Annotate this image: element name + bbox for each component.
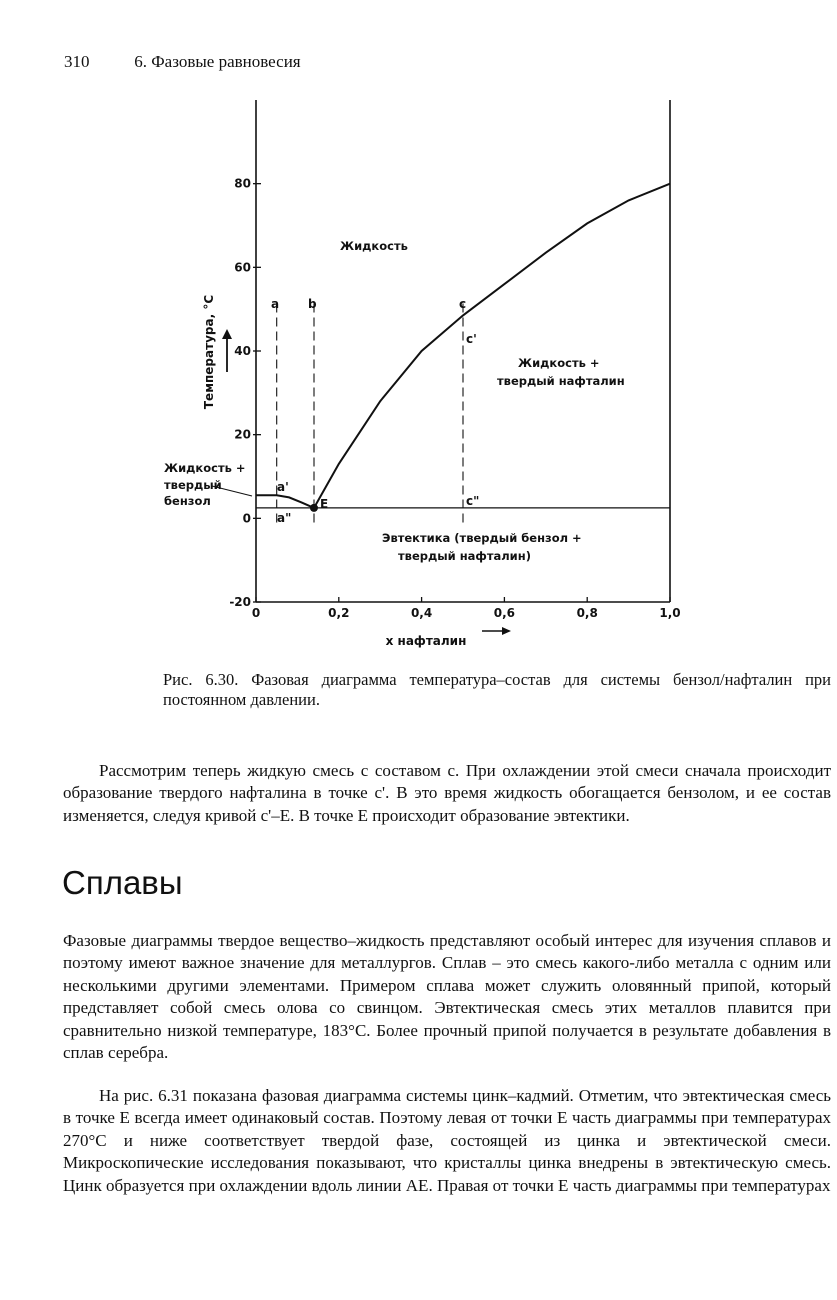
region-liquid-naphthalene-label-1: Жидкость +	[518, 356, 600, 370]
x-tick-label: 1,0	[659, 606, 681, 620]
chapter-title: 6. Фазовые равновесия	[134, 52, 301, 71]
region-eutectic-label-2: твердый нафталин)	[398, 549, 531, 563]
point-b-label: b	[308, 297, 317, 311]
point-e-label: E	[320, 497, 329, 511]
y-tick-label: 0	[242, 511, 251, 526]
x-axis-title: x нафталин	[385, 634, 467, 648]
x-axis-arrow-head	[502, 627, 511, 635]
region-liquid-label: Жидкость	[340, 239, 408, 253]
y-tick-label: 40	[234, 344, 251, 358]
figure-caption: Рис. 6.30. Фазовая диаграмма температура–состав для системы бензол/нафталин при постоянном давлении.	[163, 670, 831, 709]
section-title-alloys: Сплавы	[62, 864, 183, 901]
y-tick-label: 20	[234, 427, 251, 442]
y-axis-arrow-head	[222, 329, 232, 339]
x-tick-label: 0,4	[410, 606, 433, 620]
region-eutectic-label-1: Эвтектика (твердый бензол +	[382, 531, 582, 545]
y-tick-label: 60	[234, 260, 251, 275]
paragraph-alloys-intro: Фазовые диаграммы твердое вещество–жидкость представляют особый интерес для изучения сплавов и поэтому имеют важное значение для металлургов. Сплав – это смесь какого-либо металла с одним или несколькими другими элементами. Примером сплава может служить оловянный припой, который представляет собой смесь олова со свинцом. Эвтектическая смесь этих металлов плавится при сравнительно низкой температуре, 183°С. Более прочный припой получается в результате добавления в сплав серебра.	[63, 931, 831, 1063]
point-a-label: a	[271, 297, 280, 311]
x-tick-label: 0,6	[493, 606, 516, 620]
region-liquid-naphthalene-label-2: твердый нафталин	[497, 374, 625, 388]
point-c-prime-label: c'	[466, 332, 477, 346]
series-line-ликвидус-бензола	[256, 495, 314, 508]
region-liquid-benzene-label-2: твердый	[164, 478, 222, 492]
series-line-ликвидус-нафталина	[314, 184, 670, 508]
page-number: 310	[64, 52, 90, 71]
y-tick-label: -20	[229, 595, 251, 609]
x-tick-label: 0	[251, 606, 261, 620]
point-c-double-prime-label: c"	[466, 494, 480, 508]
region-liquid-benzene-label-3: бензол	[164, 494, 211, 508]
paragraph-zinc-cadmium: На рис. 6.31 показана фазовая диаграмма системы цинк–кадмий. Отметим, что эвтектическая смесь в точке E всегда имеет одинаковый состав. Поэтому левая от точки E часть диаграммы при температурах 270°С и ниже соответствует твердой фазе, состоящей из цинка и эвтектической смеси. Микроскопические исследования показывают, что кристаллы цинка внедрены в эвтектическую смесь. Цинк образуется при охлаждении вдоль линии AE. Правая от точки E часть диаграммы при температурах	[63, 1086, 831, 1195]
y-axis-title: Температура, °С	[202, 294, 216, 410]
y-tick-label: 80	[234, 176, 251, 191]
point-a-double-prime-label: a"	[277, 511, 292, 525]
point-a-prime-label: a'	[277, 480, 289, 494]
x-tick-label: 0,2	[328, 606, 350, 620]
point-c-label: c	[459, 297, 467, 311]
eutectic-point-E	[310, 504, 318, 512]
paragraph-liquid-mixture: Рассмотрим теперь жидкую смесь с составом c. При охлаждении этой смеси сначала происходит образование твердого нафталина в точке c'. В это время жидкость обогащается бензолом, и ее состав изменяется, следуя кривой c'–E. В точке E происходит образование эвтектики.	[63, 761, 831, 825]
x-tick-label: 0,8	[576, 606, 598, 620]
region-liquid-benzene-label-1: Жидкость +	[164, 461, 246, 475]
